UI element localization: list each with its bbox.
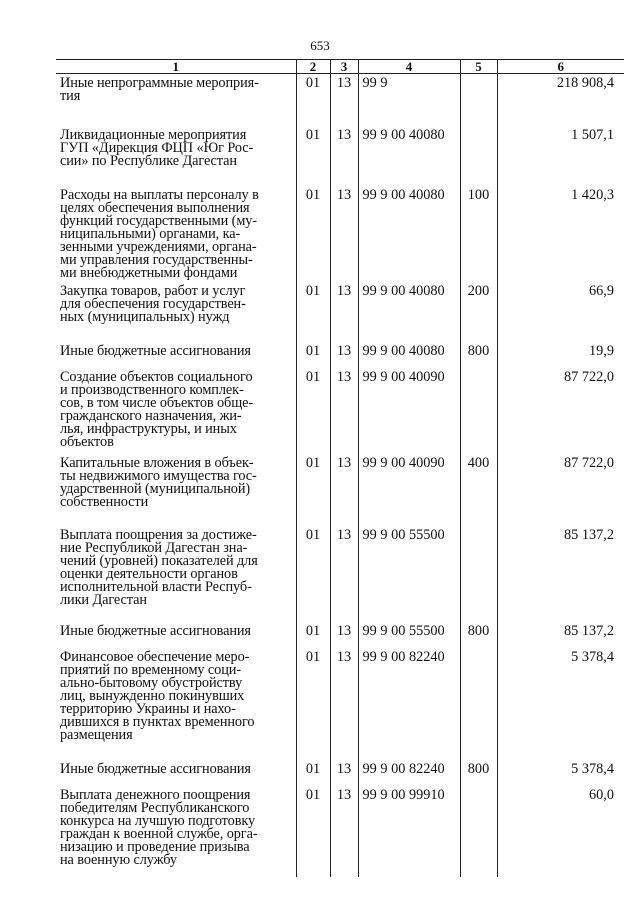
row-section: 01 [296,368,330,454]
row-target-code: 99 9 00 40090 [358,368,460,454]
row-name-line: граждан к военной службе, орга- [60,825,258,842]
table-row [56,648,624,760]
row-expense-type: 100 [460,186,497,282]
row-subsection: 13 [330,342,358,368]
row-amount: 19,9 [497,342,624,368]
row-section: 01 [296,786,330,877]
row-name-line: собственности [60,493,149,510]
budget-table [56,59,624,877]
row-expense-type: 800 [460,760,497,786]
row-name-line: размещения [60,726,133,743]
row-name-line: ниципальными) органами, ка- [60,225,241,242]
row-section: 01 [296,526,330,622]
row-section: 01 [296,648,330,760]
row-amount: 87 722,0 [497,368,624,454]
table-row [56,622,624,648]
row-subsection: 13 [330,74,358,126]
row-subsection: 13 [330,186,358,282]
row-name-line: ние Республикой Дагестан зна- [60,539,248,556]
row-name-line: Создание объектов социального [60,368,253,385]
row-name-line: целях обеспечения выполнения [60,199,250,216]
row-name-line: ально-бытовому обустройству [60,674,243,691]
row-name [56,74,296,126]
table-body [56,74,624,877]
column-header-6: 6 [497,60,624,74]
row-name-line: Иные бюджетные ассигнования [60,760,251,777]
row-name-line: Расходы на выплаты персоналу в [60,186,259,203]
row-subsection: 13 [330,648,358,760]
row-section: 01 [296,126,330,186]
row-target-code: 99 9 00 40080 [358,282,460,342]
row-name-line: лиц, вынужденно покинувших [60,687,245,704]
table-row [56,368,624,454]
row-target-code: 99 9 00 40080 [358,126,460,186]
row-name-line: территорию Украины и нахо- [60,700,236,717]
row-amount: 85 137,2 [497,526,624,622]
row-name [56,648,296,760]
row-section: 01 [296,342,330,368]
row-amount: 60,0 [497,786,624,877]
row-subsection: 13 [330,454,358,526]
table-row [56,186,624,282]
row-subsection: 13 [330,526,358,622]
row-expense-type [460,74,497,126]
row-subsection: 13 [330,622,358,648]
row-name [56,342,296,368]
column-header-1: 1 [56,60,296,74]
row-expense-type [460,368,497,454]
row-name-line: гражданского назначения, жи- [60,407,242,424]
row-name [56,526,296,622]
table-header-row [56,60,624,74]
row-target-code: 99 9 00 40080 [358,342,460,368]
row-name-line: Выплата поощрения за достиже- [60,526,257,543]
row-name-line: зенными учреждениями, органа- [60,238,257,255]
row-name-line: ГУП «Дирекция ФЦП «Юг Рос- [60,139,254,156]
table-row [56,760,624,786]
column-header-2: 2 [296,60,330,74]
row-name-line: Капитальные вложения в объек- [60,454,254,471]
row-name-line: низацию и проведение призыва [60,838,250,855]
row-name-line: чений (уровней) показателей для [60,552,258,569]
row-name-line: ных (муниципальных) нужд [60,308,230,325]
table-row [56,526,624,622]
row-amount: 218 908,4 [497,74,624,126]
row-name [56,126,296,186]
row-name [56,622,296,648]
row-name-line: победителям Республиканского [60,799,250,816]
row-subsection: 13 [330,786,358,877]
column-header-3: 3 [330,60,358,74]
row-section: 01 [296,74,330,126]
column-header-5: 5 [460,60,497,74]
row-name-line: объектов [60,433,114,450]
row-section: 01 [296,282,330,342]
row-name-line: оценки деятельности органов [60,565,238,582]
row-subsection: 13 [330,126,358,186]
row-expense-type [460,648,497,760]
row-amount: 66,9 [497,282,624,342]
row-expense-type: 800 [460,342,497,368]
row-target-code: 99 9 00 40090 [358,454,460,526]
row-name-line: Иные бюджетные ассигнования [60,342,251,359]
row-name-line: для обеспечения государствен- [60,295,246,312]
row-target-code: 99 9 [358,74,460,126]
row-name-line: на военную службу [60,851,177,868]
row-name-line: ударственной (муниципальной) [60,480,251,497]
table-row [56,786,624,877]
row-expense-type [460,126,497,186]
row-amount: 85 137,2 [497,622,624,648]
table-row [56,74,624,126]
row-name [56,760,296,786]
row-target-code: 99 9 00 55500 [358,526,460,622]
row-name-line: лья, инфраструктуры, и иных [60,420,237,437]
row-name-line: конкурса на лучшую подготовку [60,812,256,829]
row-target-code: 99 9 00 55500 [358,622,460,648]
row-name-line: сии» по Республике Дагестан [60,152,237,169]
table-row [56,126,624,186]
row-section: 01 [296,454,330,526]
row-name-line: ми управления государственны- [60,251,253,268]
row-expense-type: 200 [460,282,497,342]
row-section: 01 [296,622,330,648]
row-name-line: дившихся в пунктах временного [60,713,255,730]
table-row [56,342,624,368]
row-expense-type [460,526,497,622]
row-name-line: Ликвидационные мероприятия [60,126,247,143]
row-target-code: 99 9 00 40080 [358,186,460,282]
row-name-line: ми внебюджетными фондами [60,264,238,281]
row-expense-type: 400 [460,454,497,526]
row-name-line: тия [60,88,81,104]
column-header-4: 4 [358,60,460,74]
row-amount: 1 420,3 [497,186,624,282]
page-number: 653 [310,38,330,53]
row-expense-type: 800 [460,622,497,648]
row-target-code: 99 9 00 82240 [358,760,460,786]
row-amount: 87 722,0 [497,454,624,526]
row-name [56,282,296,342]
row-name [56,368,296,454]
row-amount: 1 507,1 [497,126,624,186]
row-subsection: 13 [330,368,358,454]
row-name [56,186,296,282]
row-section: 01 [296,760,330,786]
row-name-line: Иные непрограммные мероприя- [60,75,259,91]
row-name-line: Выплата денежного поощрения [60,786,251,803]
row-name-line: Иные бюджетные ассигнования [60,622,251,639]
row-name-line: Финансовое обеспечение меро- [60,648,250,665]
table-row [56,454,624,526]
row-amount: 5 378,4 [497,760,624,786]
table-row [56,282,624,342]
row-name-line: сов, в том числе объектов обще- [60,394,254,411]
row-name-line: и производственного комплек- [60,381,244,398]
row-target-code: 99 9 00 82240 [358,648,460,760]
row-name-line: Закупка товаров, работ и услуг [60,282,246,299]
row-name [56,454,296,526]
row-name-line: функций государственными (му- [60,212,257,229]
row-subsection: 13 [330,282,358,342]
row-amount: 5 378,4 [497,648,624,760]
row-name-line: приятий по временному соци- [60,661,241,678]
row-name-line: ты недвижимого имущества гос- [60,467,257,484]
row-target-code: 99 9 00 99910 [358,786,460,877]
row-subsection: 13 [330,760,358,786]
row-name-line: исполнительной власти Респуб- [60,578,252,595]
row-name-line: лики Дагестан [60,591,147,608]
row-expense-type [460,786,497,877]
row-name [56,786,296,877]
row-section: 01 [296,186,330,282]
